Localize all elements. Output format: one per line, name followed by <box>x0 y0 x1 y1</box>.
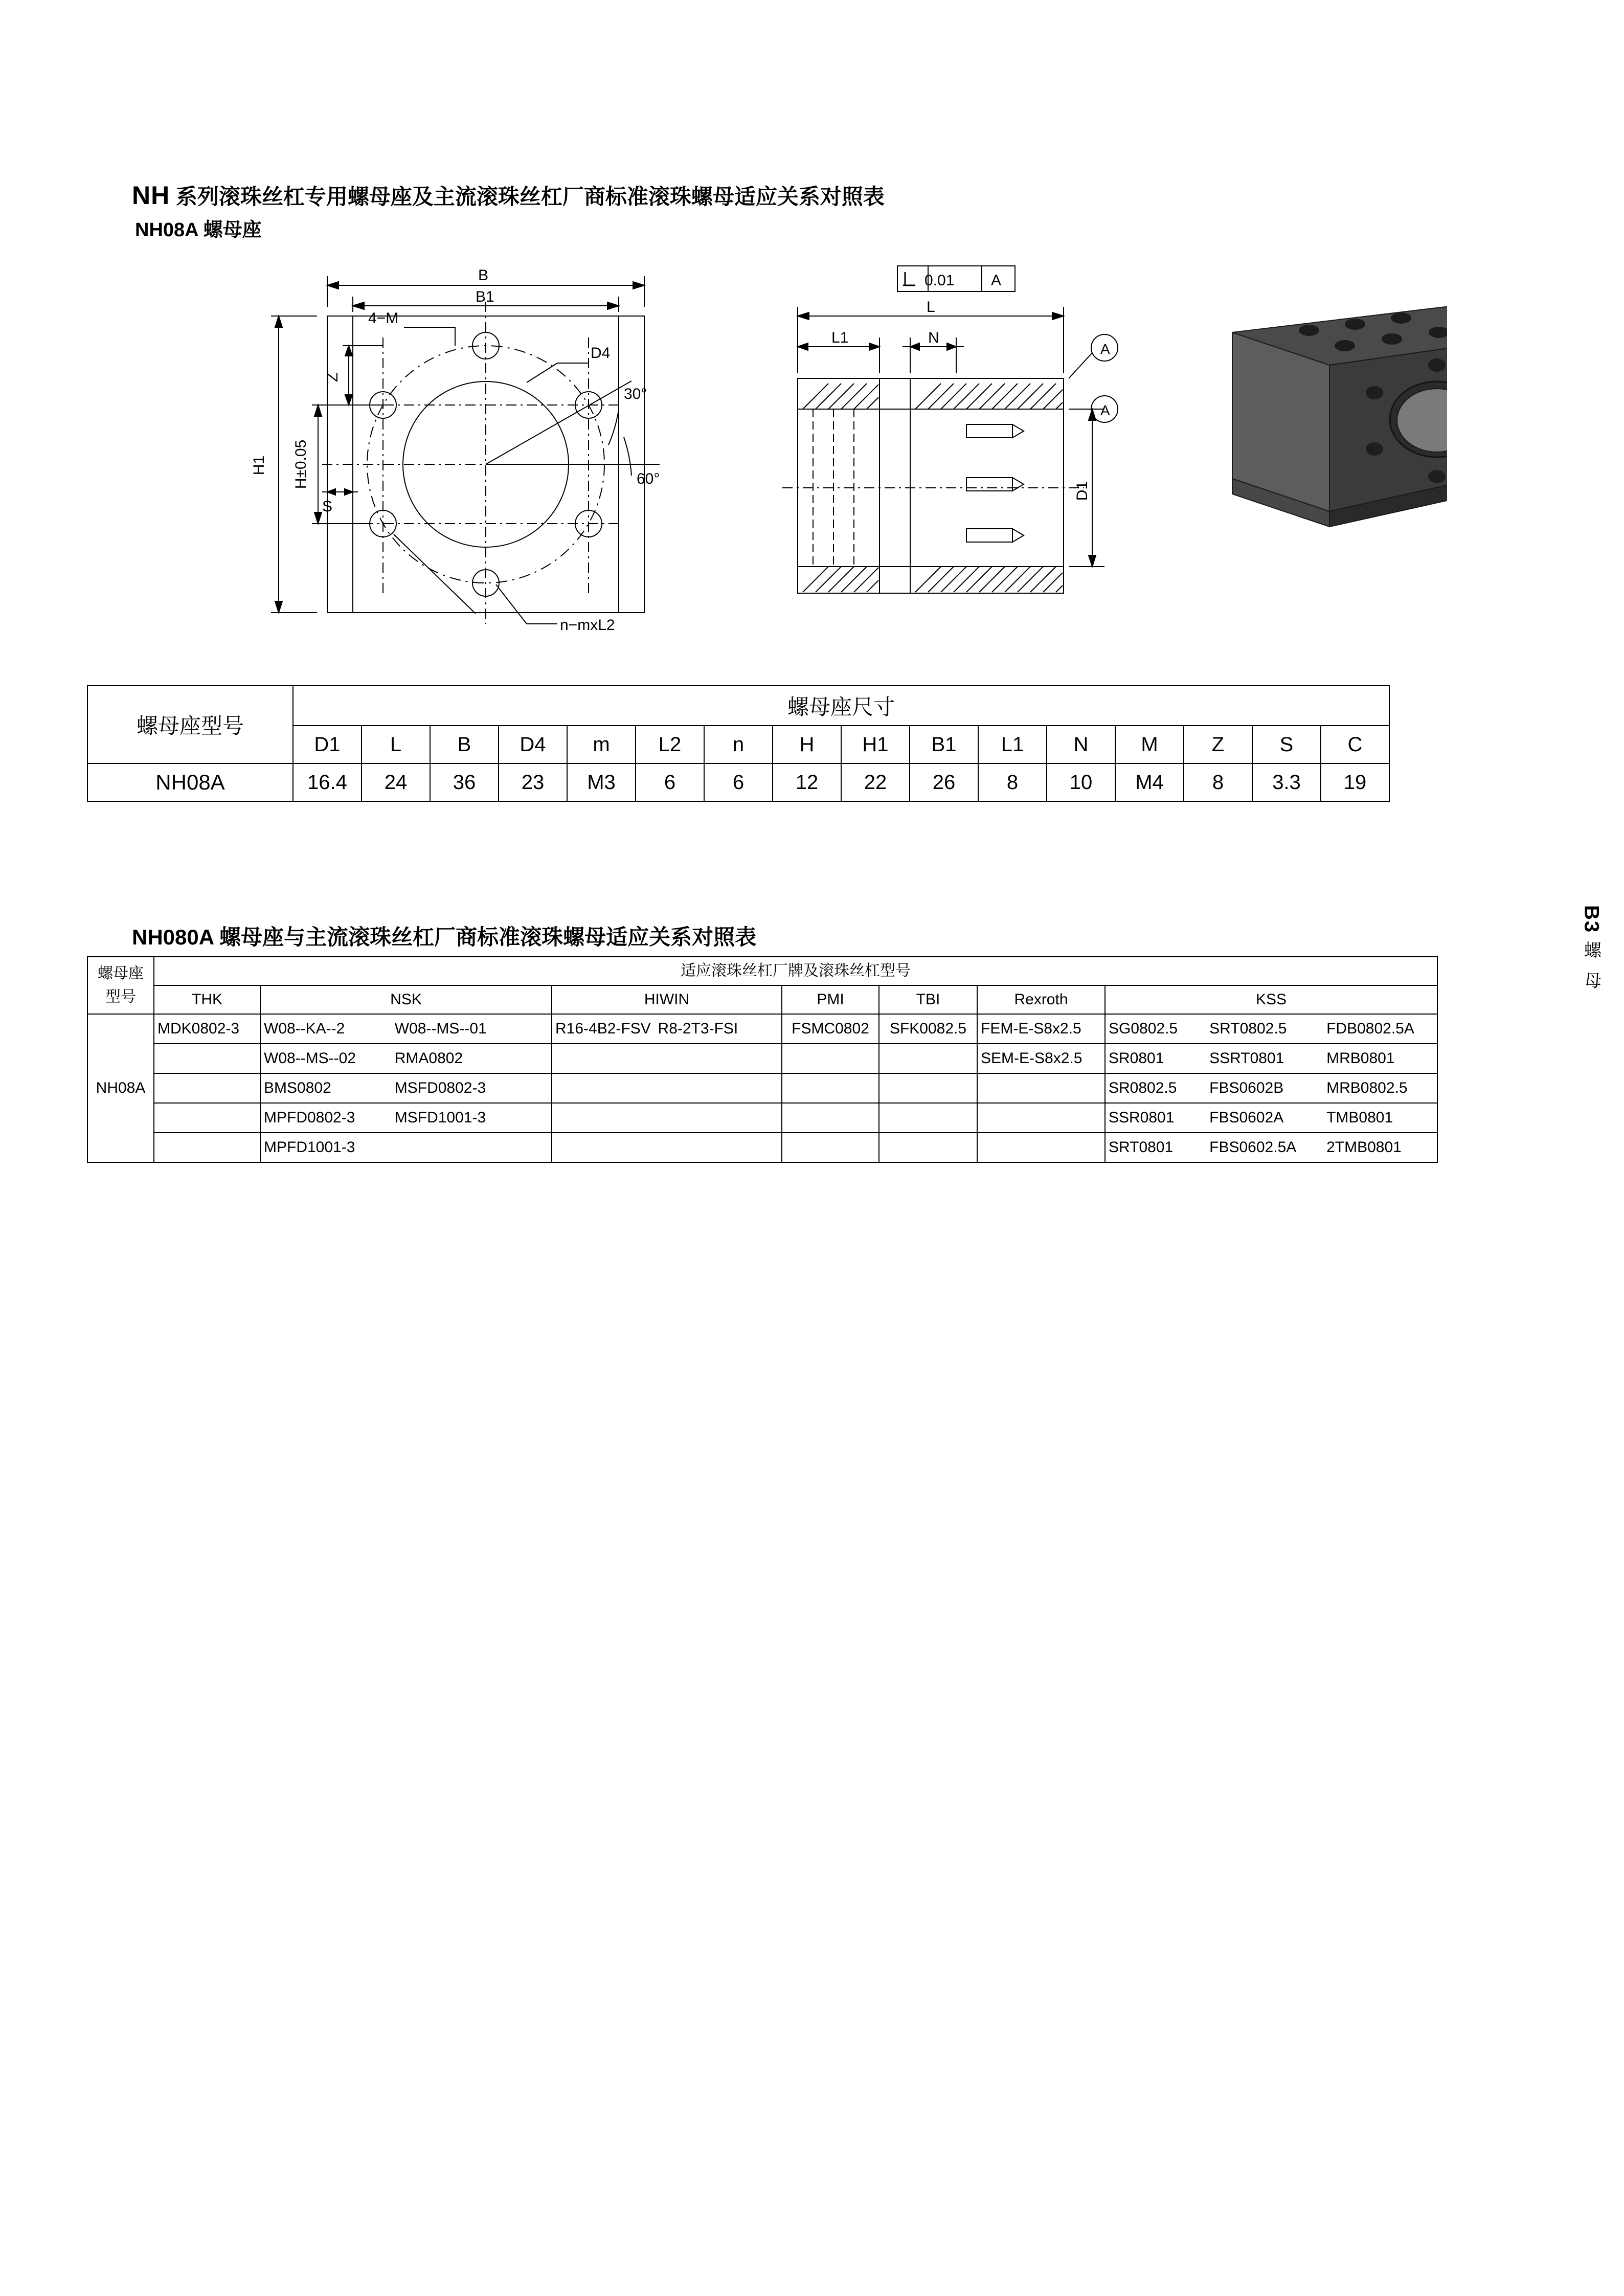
comp-kss-3b: FBS0602B <box>1209 1079 1284 1096</box>
table-row <box>87 763 1389 801</box>
comp-nsk-3 <box>260 1073 552 1103</box>
dim-value-m: M3 <box>567 763 636 801</box>
comp-tbi-4 <box>879 1103 977 1133</box>
comp-thk-2 <box>154 1044 260 1073</box>
comp-kss-2c: MRB0801 <box>1326 1050 1395 1067</box>
comp-thk-3 <box>154 1073 260 1103</box>
dim-row-model: NH08A <box>87 763 293 801</box>
table-row <box>87 1133 1437 1162</box>
comp-kss-5 <box>1105 1133 1437 1162</box>
dim-label-D1: D1 <box>1074 481 1091 501</box>
dim-label-B: B <box>478 267 489 284</box>
comp-rexroth-5 <box>977 1133 1105 1162</box>
comp-rexroth-4 <box>977 1103 1105 1133</box>
table-row <box>87 1073 1437 1103</box>
comp-hiwin-5 <box>552 1133 782 1162</box>
comp-rexroth-1: FEM-E-S8x2.5 <box>977 1014 1105 1044</box>
dim-col-H1: H1 <box>841 726 910 763</box>
comp-nsk-2b: RMA0802 <box>394 1050 463 1067</box>
comp-top-header: 适应滚珠丝杠厂牌及滚珠丝杠型号 <box>154 957 1437 985</box>
dim-value-D1: 16.4 <box>293 763 362 801</box>
comp-nsk-2a: W08--MS--02 <box>264 1050 356 1067</box>
dimension-table <box>87 685 1390 802</box>
dim-label-L1: L1 <box>831 329 849 346</box>
comp-brand-tbi: TBI <box>879 985 977 1014</box>
comp-brand-pmi: PMI <box>782 985 879 1014</box>
dim-col-D4: D4 <box>499 726 567 763</box>
comp-thk-5 <box>154 1133 260 1162</box>
comp-nsk-1 <box>260 1014 552 1044</box>
comp-kss-4 <box>1105 1103 1437 1133</box>
dim-col-C: C <box>1321 726 1389 763</box>
comp-tbi-3 <box>879 1073 977 1103</box>
dim-value-B: 36 <box>430 763 499 801</box>
comp-pmi-1: FSMC0802 <box>782 1014 879 1044</box>
gdt-value: 0.01 <box>924 272 955 289</box>
table-row <box>87 957 1437 985</box>
table-row <box>87 686 1389 726</box>
subtitle: NH08A 螺母座 <box>135 219 262 241</box>
comp-nsk-5a: MPFD1001-3 <box>264 1139 355 1156</box>
dim-value-H1: 22 <box>841 763 910 801</box>
comp-kss-5b: FBS0602.5A <box>1209 1139 1297 1156</box>
table-row <box>87 985 1437 1014</box>
comp-nsk-4 <box>260 1103 552 1133</box>
compatibility-table <box>87 956 1438 1163</box>
dim-col-n: n <box>704 726 773 763</box>
comp-pmi-2 <box>782 1044 879 1073</box>
dim-group-header: 螺母座尺寸 <box>293 686 1389 726</box>
dim-label-N: N <box>928 329 939 346</box>
dim-label-B1: B1 <box>476 288 494 305</box>
side-tab <box>1577 905 1606 1059</box>
dim-col-m: m <box>567 726 636 763</box>
comp-nsk-3a: BMS0802 <box>264 1079 331 1096</box>
dim-value-L2: 6 <box>636 763 704 801</box>
comp-kss-5c: 2TMB0801 <box>1326 1139 1402 1156</box>
comp-nsk-1b: W08--MS--01 <box>394 1020 487 1037</box>
comp-rexroth-3 <box>977 1073 1105 1103</box>
dim-value-L1: 8 <box>978 763 1047 801</box>
comp-nsk-4b: MSFD1001-3 <box>394 1109 486 1126</box>
dim-label-nml2: n−mxL2 <box>560 617 615 634</box>
table-row <box>87 1014 1437 1044</box>
comp-kss-3c: MRB0802.5 <box>1326 1079 1408 1096</box>
side-tab-code: B3 <box>1580 905 1603 934</box>
comp-hiwin-4 <box>552 1103 782 1133</box>
dim-label-H: H±0.05 <box>292 439 309 489</box>
comp-tbi-5 <box>879 1133 977 1162</box>
comp-pmi-4 <box>782 1103 879 1133</box>
dim-col-L2: L2 <box>636 726 704 763</box>
comp-model-header <box>87 957 154 1014</box>
isometric-block <box>1232 305 1447 527</box>
comp-model-cell: NH08A <box>87 1014 154 1162</box>
comp-kss-3 <box>1105 1073 1437 1103</box>
comp-kss-4c: TMB0801 <box>1326 1109 1393 1126</box>
comp-kss-5a: SRT0801 <box>1109 1139 1174 1156</box>
page-title-rest: 系列滚珠丝杠专用螺母座及主流滚珠丝杠厂商标准滚珠螺母适应关系对照表 <box>170 185 885 209</box>
dim-col-M: M <box>1115 726 1184 763</box>
comp-thk-1: MDK0802-3 <box>154 1014 260 1044</box>
dim-value-C: 19 <box>1321 763 1389 801</box>
comp-nsk-5 <box>260 1133 552 1162</box>
comp-kss-4a: SSR0801 <box>1109 1109 1175 1126</box>
comp-nsk-3b: MSFD0802-3 <box>394 1079 486 1096</box>
comp-kss-1a: SG0802.5 <box>1109 1020 1178 1037</box>
gdt-datum: A <box>991 272 1002 289</box>
comp-nsk-4a: MPFD0802-3 <box>264 1109 355 1126</box>
comp-model-header-line1: 螺母座 <box>98 965 144 982</box>
dim-value-Z: 8 <box>1184 763 1252 801</box>
comp-kss-2b: SSRT0801 <box>1209 1050 1284 1067</box>
dim-value-N: 10 <box>1047 763 1115 801</box>
dim-value-L: 24 <box>362 763 430 801</box>
dim-label-4m: 4−M <box>368 310 399 327</box>
dim-value-M: M4 <box>1115 763 1184 801</box>
page-title-prefix: NH <box>132 181 170 210</box>
comp-nsk-2 <box>260 1044 552 1073</box>
ref-A-1: A <box>1100 341 1110 357</box>
comp-tbi-1: SFK0082.5 <box>879 1014 977 1044</box>
dim-value-B1: 26 <box>910 763 978 801</box>
comp-kss-4b: FBS0602A <box>1209 1109 1284 1126</box>
dim-value-n: 6 <box>704 763 773 801</box>
dim-label-S: S <box>322 498 333 515</box>
comp-brand-nsk: NSK <box>260 985 552 1014</box>
dim-label-L: L <box>927 299 935 316</box>
dim-label-30deg: 30° <box>624 386 647 402</box>
dim-col-Z: Z <box>1184 726 1252 763</box>
comp-nsk-1a: W08--KA--2 <box>264 1020 345 1037</box>
side-tab-label: 螺 母 <box>1581 941 1601 993</box>
comp-pmi-5 <box>782 1133 879 1162</box>
comp-pmi-3 <box>782 1073 879 1103</box>
dim-value-S: 3.3 <box>1252 763 1321 801</box>
comp-tbi-2 <box>879 1044 977 1073</box>
ref-A-2: A <box>1100 402 1110 418</box>
comp-thk-4 <box>154 1103 260 1133</box>
dim-col-B1: B1 <box>910 726 978 763</box>
comp-brand-hiwin: HIWIN <box>552 985 782 1014</box>
comp-model-header-line2: 型号 <box>105 988 136 1005</box>
dim-col-N: N <box>1047 726 1115 763</box>
dim-value-H: 12 <box>773 763 841 801</box>
comp-brand-kss: KSS <box>1105 985 1437 1014</box>
dim-label-Z: Z <box>324 372 341 382</box>
technical-drawing <box>169 256 1447 660</box>
dim-col-B: B <box>430 726 499 763</box>
comp-brand-rexroth: Rexroth <box>977 985 1105 1014</box>
comp-hiwin-1 <box>552 1014 782 1044</box>
comp-hiwin-2 <box>552 1044 782 1073</box>
dim-label-H1: H1 <box>251 455 267 476</box>
comp-kss-2a: SR0801 <box>1109 1050 1164 1067</box>
comp-hiwin-3 <box>552 1073 782 1103</box>
dim-col-H: H <box>773 726 841 763</box>
dim-col-L1: L1 <box>978 726 1047 763</box>
dim-value-D4: 23 <box>499 763 567 801</box>
comp-rexroth-2: SEM-E-S8x2.5 <box>977 1044 1105 1073</box>
comp-kss-3a: SR0802.5 <box>1109 1079 1177 1096</box>
dim-model-header: 螺母座型号 <box>87 686 293 763</box>
section-2-title: NH080A 螺母座与主流滚珠丝杠厂商标准滚珠螺母适应关系对照表 <box>132 925 757 949</box>
table-row <box>87 1044 1437 1073</box>
comp-kss-2 <box>1105 1044 1437 1073</box>
dim-col-S: S <box>1252 726 1321 763</box>
comp-hiwin-1a: R16-4B2-FSV <box>555 1020 651 1037</box>
dim-col-L: L <box>362 726 430 763</box>
table-row <box>87 1103 1437 1133</box>
comp-hiwin-1b: R8-2T3-FSI <box>658 1020 738 1037</box>
comp-kss-1b: SRT0802.5 <box>1209 1020 1287 1037</box>
comp-kss-1c: FDB0802.5A <box>1326 1020 1414 1037</box>
comp-kss-1 <box>1105 1014 1437 1044</box>
comp-brand-thk: THK <box>154 985 260 1014</box>
page-title <box>132 180 885 211</box>
dim-label-D4: D4 <box>591 345 611 362</box>
dim-col-D1: D1 <box>293 726 362 763</box>
dim-label-60deg: 60° <box>637 470 660 487</box>
